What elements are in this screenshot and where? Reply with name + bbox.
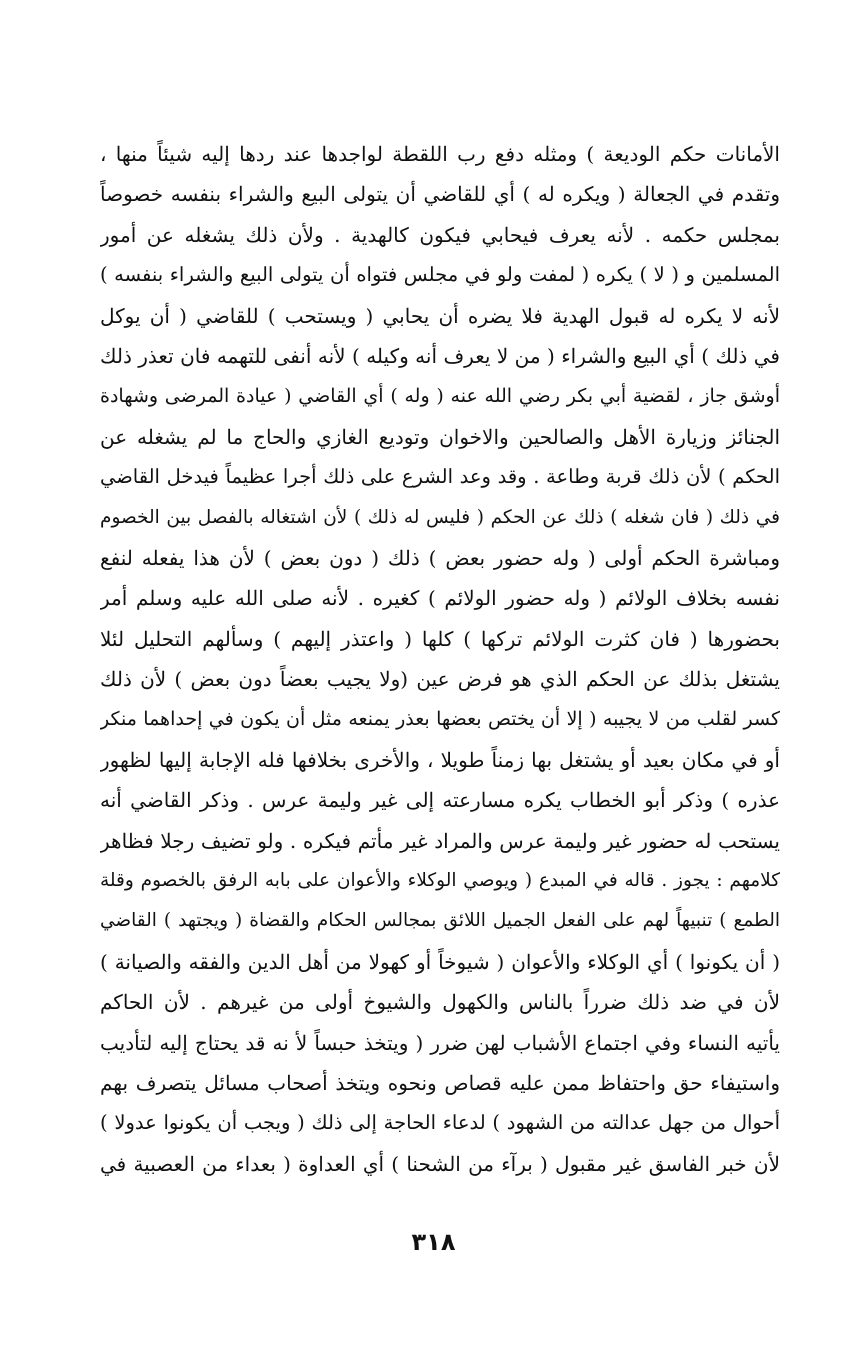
text-line: أحوال من جهل عدالته من الشهود ) لدعاء الحاجة إلى ذلك ( ويجب أن يكونوا عدولا ) [100,1111,780,1135]
text-line: الحكم ) لأن ذلك قربة وطاعة . وقد وعد الشرع على ذلك أجرا عظيماً فيدخل القاضي [100,465,780,489]
text-line: أوشق جاز ، لقضية أبي بكر رضي الله عنه ( وله ) أي القاضي ( عيادة المرضى وشهادة [100,385,780,408]
text-line: بحضورها ( فان كثرت الولائم تركها ) كلها ( واعتذر إليهم ) وسألهم التحليل لئلا [100,626,780,651]
text-line: المسلمين و ( لا ) يكره ( لمفت ولو في مجلس فتواه أن يتولى البيع والشراء بنفسه ) [100,263,780,287]
text-line: الجنائز وزيارة الأهل والصالحين والاخوان وتوديع الغازي والحاج ما لم يشغله عن [100,424,780,449]
text-line: بمجلس حكمه . لأنه يعرف فيحابي فيكون كالهدية . ولأن ذلك يشغله عن أمور [100,222,780,247]
text-line: كسر لقلب من لا يجيبه ( إلا أن يختص بعضها بعذر يمنعه مثل أن يكون في إحداهما منكر [100,708,780,731]
text-line: عذره ) وذكر أبو الخطاب يكره مسارعته إلى غير وليمة عرس . وذكر القاضي أنه [100,788,780,813]
text-line: يستحب له حضور غير وليمة عرس والمراد غير مأتم فيكره . ولو تضيف رجلا فظاهر [100,828,780,853]
page-number: ٣١٨ [411,1228,456,1256]
text-line: في ذلك ( فان شغله ) ذلك عن الحكم ( فليس له ذلك ) لأن اشتغاله بالفصل بين الخصوم [100,506,780,528]
text-line: ( أن يكونوا ) أي الوكلاء والأعوان ( شيوخاً أو كهولا من أهل الدين والفقه والصيانة ) [100,949,780,974]
text-line: نفسه بخلاف الولائم ( وله حضور الولائم ) كغيره . لأنه صلى الله عليه وسلم أمر [100,586,780,611]
text-line: لأن خبر الفاسق غير مقبول ( برآء من الشحنا ) أي العداوة ( بعداء من العصبية في [100,1151,780,1176]
text-line: واستيفاء حق واحتفاظ ممن عليه قصاص ونحوه ويتخذ أصحاب مسائل يتصرف بهم [100,1070,780,1095]
text-line: كلامهم : يجوز . قاله في المبدع ( ويوصي الوكلاء والأعوان على بابه الرفق بالخصوم وقلة [100,870,780,892]
text-line: في ذلك ) أي البيع والشراء ( من لا يعرف أنه وكيله ) لأنه أنفى للتهمه فان تعذر ذلك [100,343,780,368]
text-line: يشتغل بذلك عن الحكم الذي هو فرض عين (ولا يجيب بعضاً دون بعض ) لأن ذلك [100,667,780,692]
text-line: الطمع ) تنبيهاً لهم على الفعل الجميل اللائق بمجالس الحكام والقضاة ( ويجتهد ) القاضي [100,910,780,932]
text-line: وتقدم في الجعالة ( ويكره له ) أي للقاضي أن يتولى البيع والشراء بنفسه خصوصاً [100,182,780,207]
text-line: يأتيه النساء وفي اجتماع الأشباب لهن ضرر ( ويتخذ حبساً لأ نه قد يحتاج إليه لتأديب [100,1030,780,1055]
text-line: ومباشرة الحكم أولى ( وله حضور بعض ) ذلك ( دون بعض ) لأن هذا يفعله لنفع [100,545,780,570]
text-line: الأمانات حكم الوديعة ) ومثله دفع رب اللقطة لواجدها عند ردها إليه شيئاً منها ، [100,142,780,166]
text-line: لأنه لا يكره له قبول الهدية فلا يضره أن يحابي ( ويستحب ) للقاضي ( أن يوكل [100,303,780,328]
body-text [100,134,780,1184]
text-line: أو في مكان بعيد أو يشتغل بها زمناً طويلا ، والأخرى بخلافها فله الإجابة إليها لظهور [100,747,780,772]
text-line: لأن في ضد ذلك ضرراً بالناس والكهول والشيوخ أولى من غيرهم . لأن الحاكم [100,990,780,1015]
